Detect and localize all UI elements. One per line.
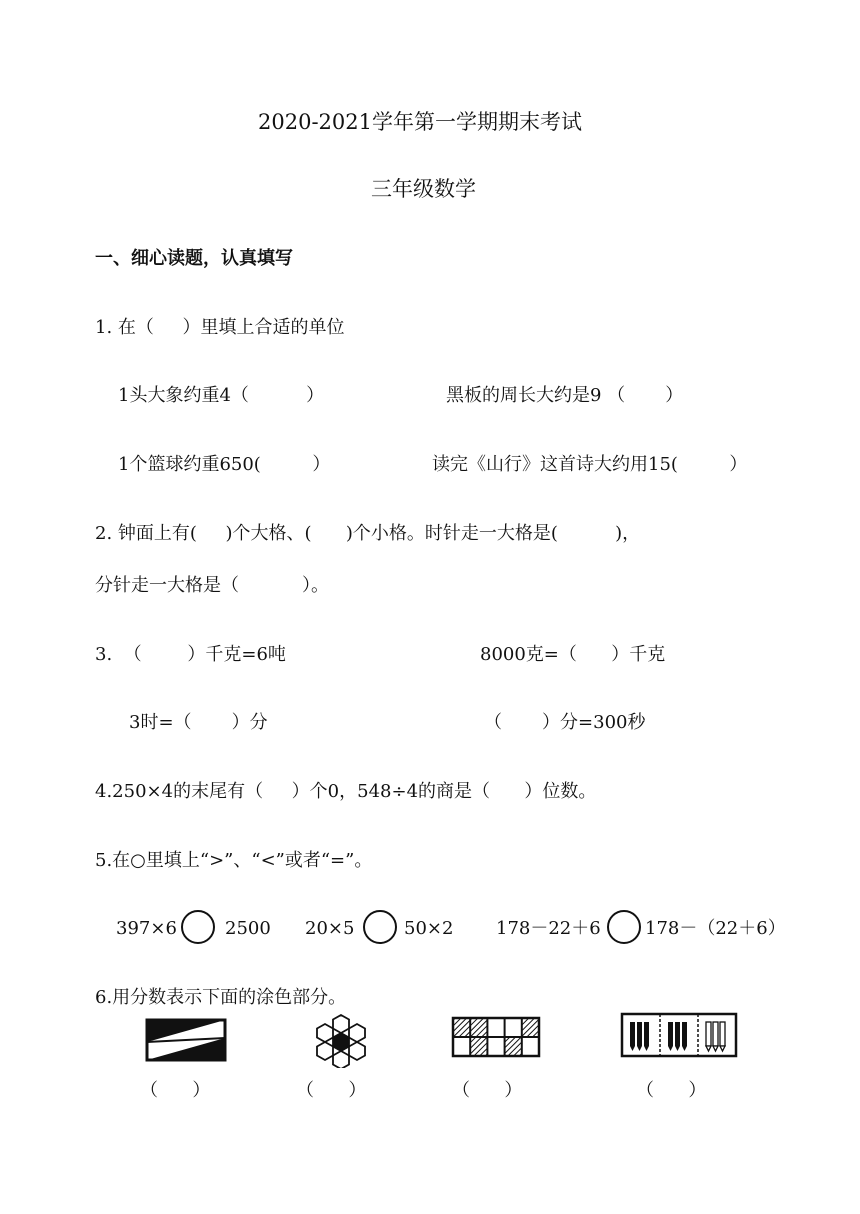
q6-answer-4: （ ）	[636, 1080, 707, 1101]
q1-item-a: 1头大象约重4（ ）	[118, 385, 325, 406]
q3-item-a: 3. （ ）千克=6吨	[95, 644, 286, 665]
q2-line2: 分针走一大格是（ ）。	[95, 575, 329, 596]
q5-right-1: 2500	[225, 918, 271, 939]
q3-item-c: 3时=（ ）分	[129, 712, 268, 733]
q1-item-b: 黑板的周长大约是9 （ ）	[446, 385, 684, 406]
q5-left-1: 397×6	[116, 918, 177, 939]
q1-item-c: 1个篮球约重650( ）	[118, 454, 331, 475]
q4-text: 4.250×4的末尾有（ ）个0，548÷4的商是（ ）位数。	[95, 781, 597, 802]
page-subtitle: 三年级数学	[371, 177, 476, 201]
q6-answer-2: （ ）	[296, 1080, 367, 1101]
q5-left-3: 178－22＋6	[496, 918, 601, 939]
compare-circle-3[interactable]	[607, 910, 641, 944]
q5-right-2: 50×2	[404, 918, 454, 939]
fraction-figure-hexagons	[305, 1014, 377, 1068]
page-title: 2020-2021学年第一学期期末考试	[258, 110, 582, 134]
q5-right-3: 178－（22＋6）	[645, 918, 786, 939]
compare-circle-1[interactable]	[181, 910, 215, 944]
q2-line1: 2. 钟面上有( )个大格、( )个小格。时针走一大格是( )，	[95, 523, 641, 544]
q3-item-d: （ ）分=300秒	[484, 712, 646, 733]
q6-answer-1: （ ）	[140, 1080, 211, 1101]
q3-item-b: 8000克=（ ）千克	[480, 644, 666, 665]
q6-prompt: 6.用分数表示下面的涂色部分。	[95, 987, 347, 1008]
section-heading: 一、细心读题，认真填写	[95, 248, 293, 269]
fraction-figure-pencils	[620, 1012, 738, 1058]
q1-prompt: 1. 在（ ）里填上合适的单位	[95, 317, 345, 338]
q5-prompt: 5.在○里填上“>”、“<”或者“=”。	[95, 850, 373, 871]
q6-answer-3: （ ）	[452, 1080, 523, 1101]
compare-circle-2[interactable]	[363, 910, 397, 944]
fraction-figure-rectangle-triangle	[145, 1018, 227, 1062]
fraction-figure-hatched-grid	[451, 1016, 541, 1058]
q1-item-d: 读完《山行》这首诗大约用15( ）	[432, 454, 748, 475]
q5-left-2: 20×5	[305, 918, 355, 939]
